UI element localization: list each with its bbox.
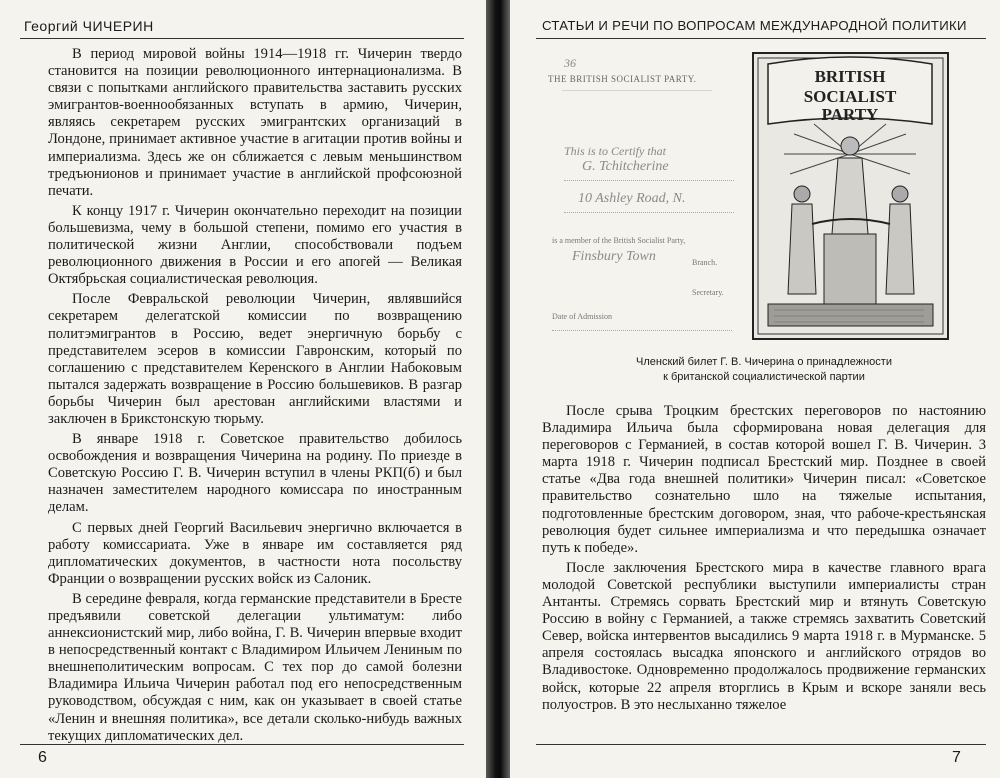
paragraph: К концу 1917 г. Чичерин окончательно переходит на позиции большевизма, чему в большой степени, помимо его участия в политической жизни Англии, способствовали подъем революционного движения в России и его апогей — Великая Октябрьская социалистическая революция. [48, 202, 462, 288]
left-page [0, 0, 486, 778]
right-bottom-rule [536, 744, 986, 745]
membership-certificate [542, 58, 742, 348]
right-body-text [542, 403, 986, 717]
left-body-text [48, 46, 462, 748]
paragraph: После заключения Брестского мира в качестве главного врага молодой Советской республики выступили империалисты стран Антанты. Стремясь сорвать Брестский мир и втянуть Советскую Россию в войну с Германией, а также стремясь захватить Советский Север, войска интервентов высадились 9 марта 1918 г. в Мурманске. 5 апреля состоялась высадка японского и английского отрядов во Владивостоке. Одновременно продолжалось продвижение германских войск, которые 22 апреля вторглись в Крым и вскоре заняли весь полуостров. В это неслыханно тяжелое [542, 559, 986, 713]
left-running-head: Георгий ЧИЧЕРИН [24, 18, 154, 34]
right-page-number: 7 [952, 749, 961, 766]
caption-line-1: Членский билет Г. В. Чичерина о принадлежности [636, 356, 892, 368]
book-gutter [486, 0, 510, 778]
certificate-admission-label: Date of Admission [552, 312, 612, 321]
certificate-number: 36 [564, 56, 576, 70]
right-top-rule [536, 38, 986, 39]
certificate-certify-line: This is to Certify that [564, 144, 667, 158]
left-top-rule [20, 38, 464, 39]
certificate-address-rule [564, 212, 734, 213]
certificate-branch-handwritten: Finsbury Town [572, 249, 656, 264]
figure-caption [542, 355, 986, 385]
emblem-line-1: BRITISH [814, 67, 886, 86]
paragraph: В январе 1918 г. Советское правительство добилось освобождения и возвращения Чичерина на родину. По приезде в Советскую Россию Г. В. Чичерин вступил в члены РКП(б) и был назначен заместителем народного комиссара по иностранным делам. [48, 431, 462, 516]
bsp-emblem-engraving [752, 52, 949, 340]
emblem-illustration [754, 54, 947, 338]
right-page [510, 0, 1000, 778]
paragraph: После Февральской революции Чичерин, являвшийся секретарем делегатской комиссии по возвращению политэмигрантов в Россию, ведет энергичную борьбу с представителем эсеров в комиссии Гавронским, который по соглашению с представителем Керенского в Англии Набоковым пытался задержать возвращение в Россию большевиков. В разгар борьбы Чичерин был арестован английскими властями и заключен в Брикстонскую тюрьму. [48, 291, 462, 427]
certificate-name-handwritten: G. Tchitcherine [582, 159, 669, 174]
paragraph: В середине февраля, когда германские представители в Бресте предъявили советской делегации ультиматум: либо аннексионистский мир, либо война, Г. В. Чичерин впервые входит в непосредственный контакт с Владимиром Ильичем Лениным по внешнеполитическим вопросам. С тех пор до самой болезни Владимира Ильича Чичерин работал под его непосредственным руководством, обсуждая с ним, как он указывает в своей статье «Ленин и внешняя политика», все детали сколько-нибудь важных текущих дипломатических дел. [48, 590, 462, 744]
certificate-address-handwritten: 10 Ashley Road, N. [578, 191, 686, 206]
certificate-branch-label: Branch. [692, 258, 718, 267]
membership-card-figure [542, 52, 986, 347]
certificate-name-rule [564, 180, 734, 181]
left-bottom-rule [20, 744, 464, 745]
paragraph: С первых дней Георгий Васильевич энергично включается в работу комиссариата. Уже в январе им составляется ряд дипломатических документов, в частности нота посольству Франции о возвращении русских войск из Салоник. [48, 519, 462, 587]
paragraph: После срыва Троцким брестских переговоров по настоянию Владимира Ильича была сформирована новая делегация для переговоров с Германией, в состав которой вошел Г. В. Чичерин. 3 марта 1918 г. Чичерин подписал Брестский мир. Позднее в своей статье «Два года внешней политики» Чичерин писал: «Советское правительство сознательно шло на тяжелые испытания, подготовленные брестским договором, зная, что рабоче-крестьянская революция будет сильнее империализма и что передышка означает путь к победе». [542, 403, 986, 556]
certificate-secretary-label: Secretary. [692, 288, 724, 297]
caption-line-2: к британской социалистической партии [663, 371, 865, 383]
right-running-head: СТАТЬИ И РЕЧИ ПО ВОПРОСАМ МЕЖДУНАРОДНОЙ ПОЛИТИКИ [542, 18, 967, 33]
certificate-member-line: is a member of the British Socialist Party, [552, 236, 686, 245]
emblem-line-2: SOCIALIST [803, 87, 897, 106]
certificate-fine-print [562, 90, 712, 131]
left-page-number: 6 [38, 749, 47, 766]
paragraph: В период мировой войны 1914—1918 гг. Чичерин твердо становится на позиции революционного интернационализма. В связи с попытками английского правительства заставить русских эмигрантов-военнообязанных вступать в армию, Чичерин, являясь секретарем русских эмигрантских организаций в Лондоне, принимает активное участие в агитации против войны и империализма. Здесь же он сближается с левым меньшинством тредъюнионов и принимает участие в английской профсоюзной печати. [48, 46, 462, 199]
certificate-header: THE BRITISH SOCIALIST PARTY. [548, 74, 697, 84]
emblem-line-3: PARTY [821, 105, 879, 124]
certificate-footer-rule [552, 330, 732, 331]
